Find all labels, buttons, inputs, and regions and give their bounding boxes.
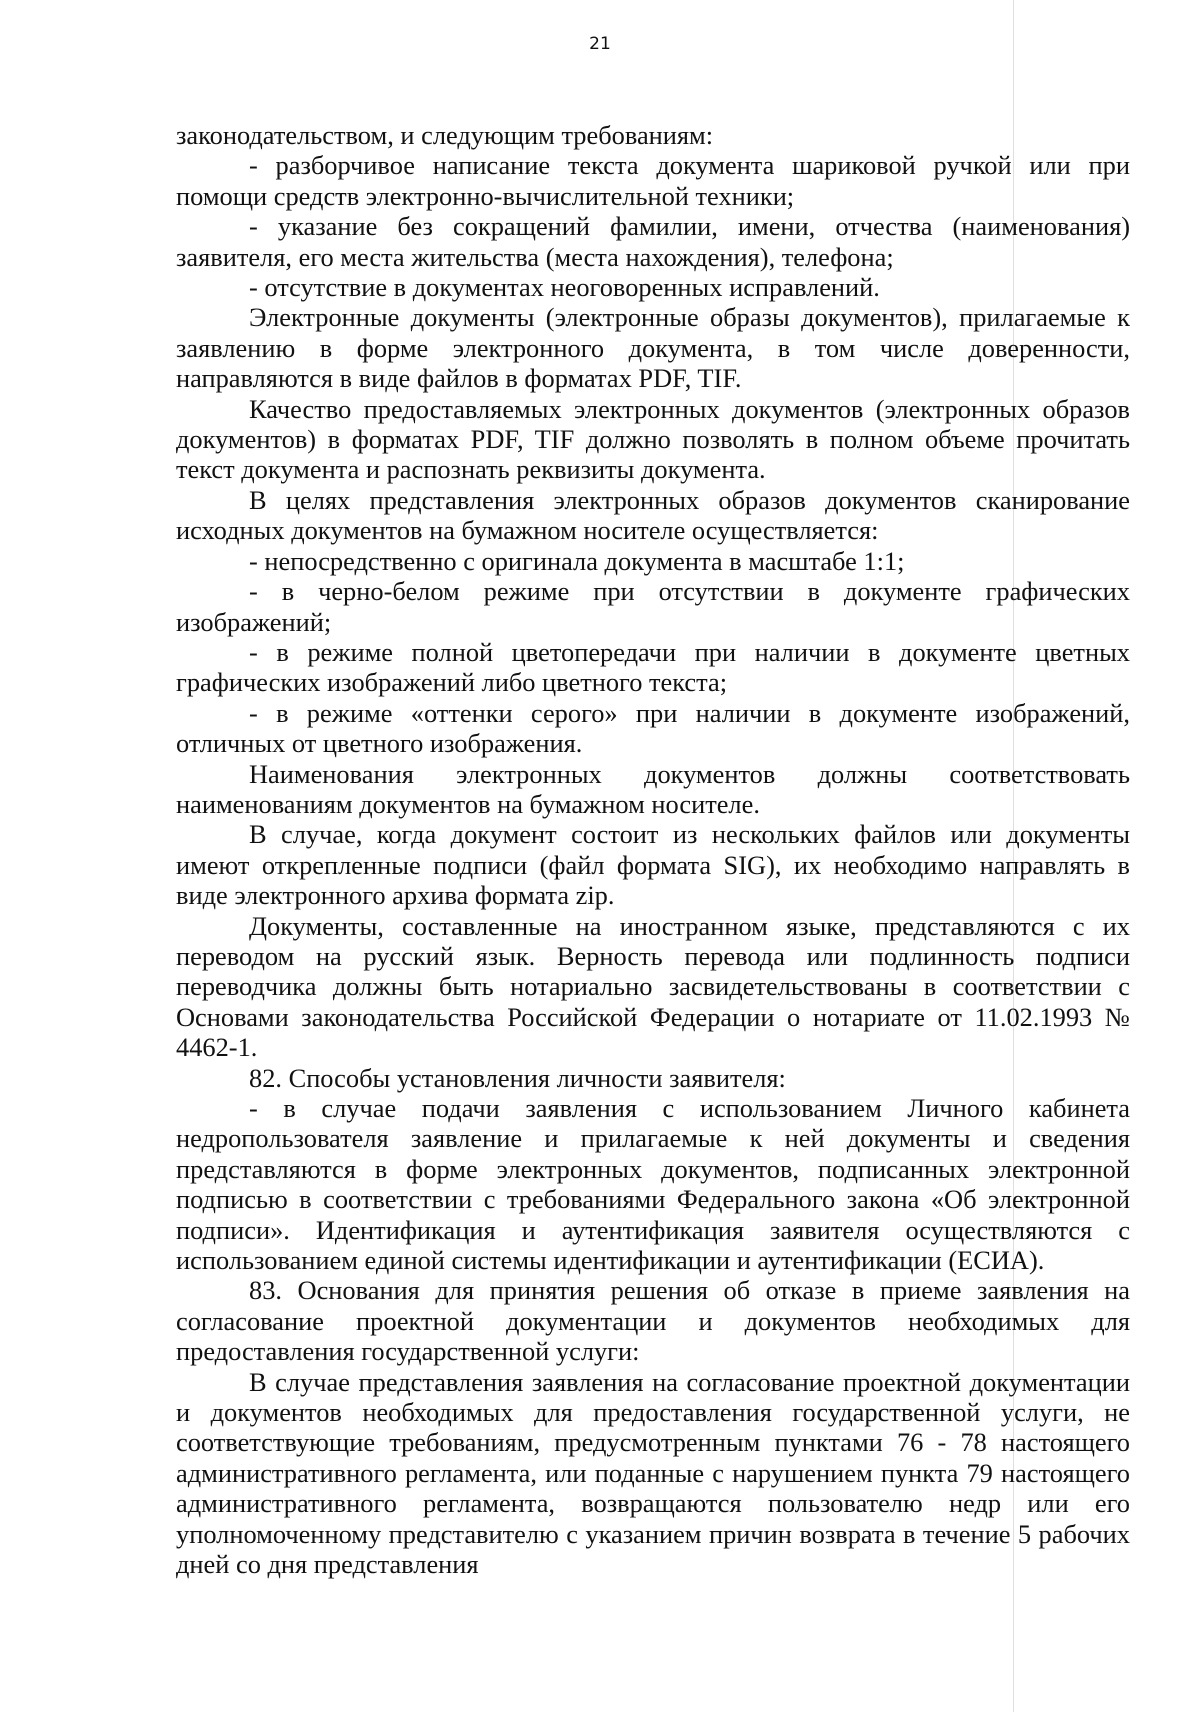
paragraph-14: Документы, составленные на иностранном языке, представляются с их переводом на русский язык. Верность перевода или подлинность подписи переводчика должны быть нотариально засвидетельствованы в соответствии с Основами законодательства Российской Федерации о нотариате от 11.02.1993 № 4462-1.: [176, 910, 1130, 1063]
paragraph-5: Электронные документы (электронные образы документов), прилагаемые к заявлению в форме электронного документа, в том числе доверенности, направляются в виде файлов в форматах PDF, TIF.: [176, 302, 1130, 394]
paragraph-13: В случае, когда документ состоит из нескольких файлов или документы имеют открепленные подписи (файл формата SIG), их необходимо направлять в виде электронного архива формата zip.: [176, 819, 1130, 911]
document-body: [176, 120, 1130, 1580]
paragraph-17: 83. Основания для принятия решения об отказе в приеме заявления на согласование проектной документации и документов необходимых для предоставления государственной услуги:: [176, 1275, 1130, 1367]
paragraph-1: законодательством, и следующим требованиям:: [176, 120, 714, 150]
paragraph-4: - отсутствие в документах неоговоренных исправлений.: [249, 272, 880, 303]
paragraph-16: - в случае подачи заявления с использованием Личного кабинета недропользователя заявление и прилагаемые к ней документы и сведения представляются в форме электронных документов, подписанных электронной подписью в соответствии с требованиями Федерального закона «Об электронной подписи». Идентификация и аутентификация заявителя осуществляются с использованием единой системы идентификации и аутентификации (ЕСИА).: [176, 1093, 1130, 1276]
paragraph-15: 82. Способы установления личности заявителя:: [249, 1062, 786, 1093]
paragraph-7: В целях представления электронных образов документов сканирование исходных документов на бумажном носителе осуществляется:: [176, 484, 1130, 546]
page-number: 21: [589, 34, 611, 54]
paragraph-10: - в режиме полной цветопередачи при наличии в документе цветных графических изображений либо цветного текста;: [176, 636, 1130, 698]
paragraph-11: - в режиме «оттенки серого» при наличии в документе изображений, отличных от цветного изображения.: [176, 697, 1130, 759]
paragraph-6: Качество предоставляемых электронных документов (электронных образов документов) в форматах PDF, TIF должно позволять в полном объеме прочитать текст документа и распознать реквизиты документа.: [176, 393, 1130, 485]
paragraph-3: - указание без сокращений фамилии, имени, отчества (наименования) заявителя, его места жительства (места нахождения), телефона;: [176, 211, 1130, 272]
paragraph-8: - непосредственно с оригинала документа в масштабе 1:1;: [249, 545, 905, 576]
paragraph-9: - в черно-белом режиме при отсутствии в документе графических изображений;: [176, 576, 1130, 637]
paragraph-2: - разборчивое написание текста документа шариковой ручкой или при помощи средств электронно-вычислительной техники;: [176, 150, 1130, 211]
paragraph-12: Наименования электронных документов должны соответствовать наименованиям документов на бумажном носителе.: [176, 758, 1130, 819]
paragraph-18: В случае представления заявления на согласование проектной документации и документов необходимых для предоставления государственной услуги, не соответствующие требованиям, предусмотренным пунктами 76 - 78 настоящего административного регламента, или поданные с нарушением пункта 79 настоящего административного регламента, возвращаются пользователю недр или его уполномоченному представителю с указанием причин возврата в течение 5 рабочих дней со дня представления: [176, 1366, 1130, 1580]
